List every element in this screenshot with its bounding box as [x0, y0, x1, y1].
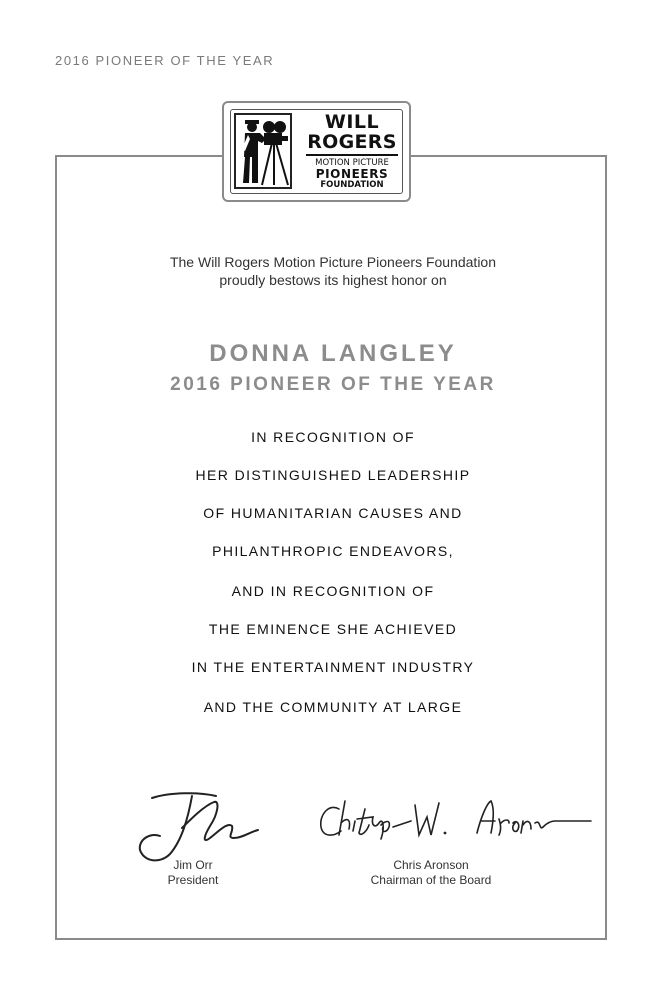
signatory-2 [346, 858, 516, 888]
citation-line: PHILANTHROPIC ENDEAVORS, [212, 543, 454, 559]
logo-line-rogers: ROGERS [307, 131, 397, 153]
citation-line: IN RECOGNITION OF [251, 429, 415, 445]
logo-divider [306, 154, 398, 156]
signatory-name: Jim Orr [173, 858, 213, 872]
camera-operator-icon [234, 113, 292, 189]
logo-line-motion-picture: MOTION PICTURE [315, 158, 389, 168]
logo-line-pioneers: PIONEERS [315, 167, 389, 181]
logo-line-foundation: FOUNDATION [320, 180, 384, 190]
intro-line-1: The Will Rogers Motion Picture Pioneers Foundation [169, 254, 497, 270]
citation-line: THE EMINENCE SHE ACHIEVED [208, 621, 458, 637]
signatory-role: Chairman of the Board [370, 873, 492, 887]
logo-wordmark [302, 113, 402, 190]
citation-line: AND IN RECOGNITION OF [231, 583, 435, 599]
header-label: 2016 PIONEER OF THE YEAR [55, 53, 275, 68]
signatory-name: Chris Aronson [393, 858, 469, 872]
signatory-1 [133, 858, 253, 888]
foundation-logo [222, 101, 411, 202]
signature-chris-aronson [315, 795, 595, 850]
signatory-role: President [167, 873, 219, 887]
citation-line: AND THE COMMUNITY AT LARGE [203, 699, 463, 715]
intro-line-2: proudly bestows its highest honor on [219, 272, 447, 288]
honoree-name: DONNA LANGLEY [209, 340, 457, 367]
citation-line: HER DISTINGUISHED LEADERSHIP [195, 467, 471, 483]
signature-jim-orr [130, 788, 280, 866]
citation-line: OF HUMANITARIAN CAUSES AND [203, 505, 463, 521]
honor-title: 2016 PIONEER OF THE YEAR [170, 374, 496, 395]
logo-line-will: WILL [324, 111, 380, 133]
citation-line: IN THE ENTERTAINMENT INDUSTRY [191, 659, 475, 675]
